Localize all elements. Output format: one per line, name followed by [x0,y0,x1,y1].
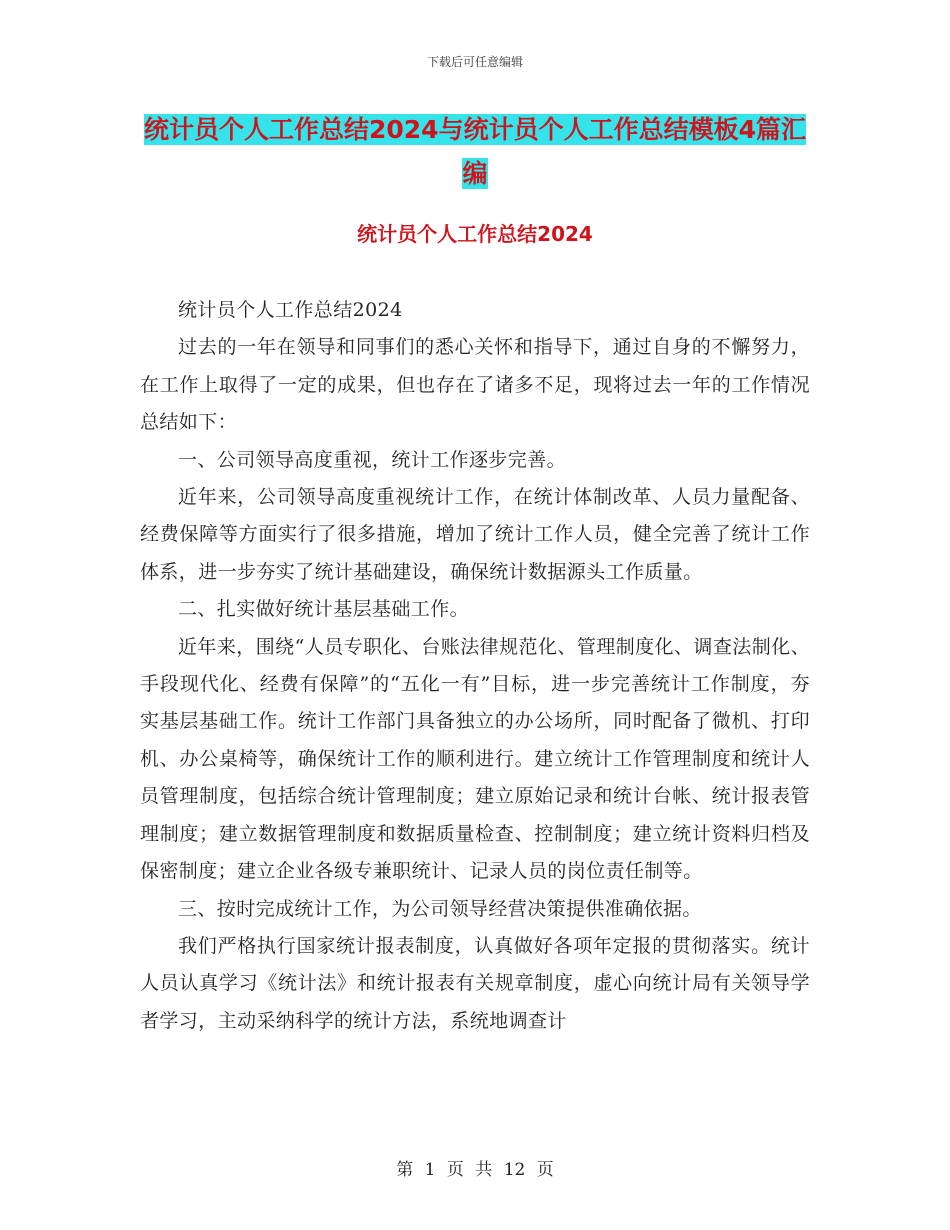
page-number: 第 1 页 共 12 页 [396,1160,554,1180]
section-title: 统计员个人工作总结2024 [357,222,593,246]
paragraph-point-1-heading: 一、公司领导高度重视，统计工作逐步完善。 [178,448,567,471]
document-title [140,108,810,196]
paragraph-point-3-heading: 三、按时完成统计工作，为公司领导经营决策提供准确依据。 [178,897,702,920]
document-body [140,292,810,1040]
paragraph-point-2-heading: 二、扎实做好统计基层基础工作。 [178,598,470,621]
paragraph-point-1-body: 近年来，公司领导高度重视统计工作，在统计体制改革、人员力量配备、经费保障等方面实行了很多措施，增加了统计工作人员，健全完善了统计工作体系，进一步夯实了统计基础建设，确保统计数据源头工作质量。 [140,486,810,583]
paragraph-point-2-body: 近年来，围绕“人员专职化、台账法律规范化、管理制度化、调查法制化、手段现代化、经费有保障”的“五化一有”目标，进一步完善统计工作制度，夯实基层基础工作。统计工作部门具备独立的办公场所，同时配备了微机、打印机、办公桌椅等，确保统计工作的顺利进行。建立统计工作管理制度和统计人员管理制度，包括综合统计管理制度；建立原始记录和统计台帐、统计报表管理制度；建立数据管理制度和数据质量检查、控制制度；建立统计资料归档及保密制度；建立企业各级专兼职统计、记录人员的岗位责任制等。 [140,635,810,883]
header-note: 下载后可任意编辑 [426,55,523,69]
paragraph-heading: 统计员个人工作总结2024 [178,299,403,321]
paragraph-point-3-body: 我们严格执行国家统计报表制度，认真做好各项年定报的贯彻落实。统计人员认真学习《统计法》和统计报表有关规章制度，虚心向统计局有关领导学者学习，主动采纳科学的统计方法，系统地调查计 [140,934,810,1032]
paragraph-intro: 过去的一年在领导和同事们的悉心关怀和指导下，通过自身的不懈努力，在工作上取得了一定的成果，但也存在了诸多不足，现将过去一年的工作情况总结如下： [140,336,810,434]
document-title-text: 统计员个人工作总结2024与统计员个人工作总结模板4篇汇编 [144,115,806,188]
